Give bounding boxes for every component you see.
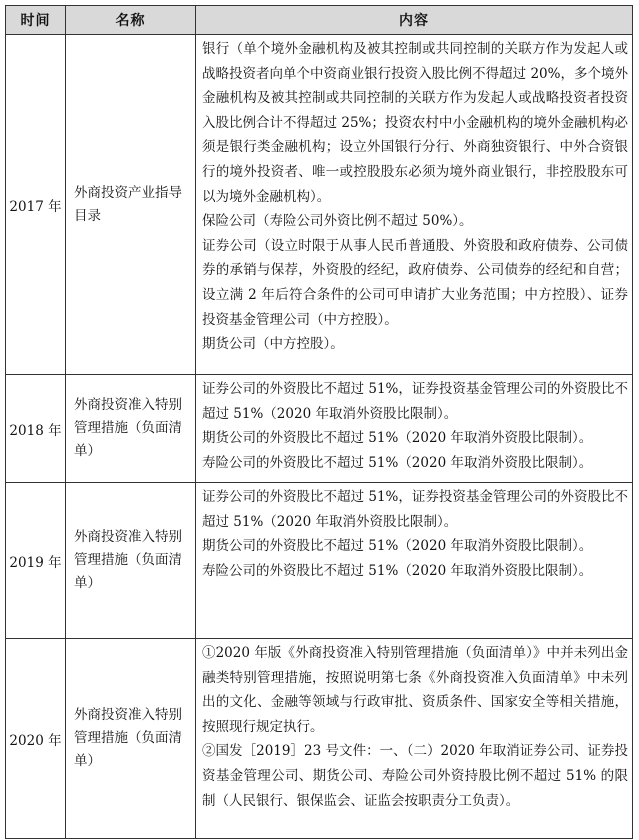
- content-paragraph: 证券公司（设立时限于从事人民币普通股、外资股和政府债券、公司债券的承销与保荐，外资股的经纪，政府债券、公司债券的经纪和自营；设立满 2 年后符合条件的公司可申请扩大业务范围；中方控股）、证券投资基金管理公司（中方控股）。: [202, 237, 628, 328]
- content-paragraph: 期货公司的外资股比不超过 51%（2020 年取消外资股比限制）。: [202, 430, 593, 447]
- table-header-row: [6, 6, 633, 35]
- header-name: 名称: [66, 6, 196, 35]
- content-paragraph: 寿险公司的外资股比不超过 51%（2020 年取消外资股比限制）。: [202, 454, 593, 471]
- row-content: [196, 483, 633, 639]
- row-year: 2018 年: [6, 375, 66, 483]
- table-row: [6, 483, 633, 639]
- row-year: 2019 年: [6, 483, 66, 639]
- table-row: [6, 639, 633, 839]
- content-paragraph: 期货公司的外资股比不超过 51%（2020 年取消外资股比限制）。: [202, 538, 593, 555]
- content-paragraph: ①2020 年版《外商投资准入特别管理措施（负面清单）》中并未列出金融类特别管理措施，按照说明第七条《外商投资准入负面清单》中未列出的文化、金融等领域与行政审批、资质条件、国家安全等相关措施，按照现行规定执行。: [202, 645, 628, 735]
- row-name: 外商投资准入特别管理措施（负面清单）: [66, 375, 196, 483]
- table-row: [6, 375, 633, 483]
- content-paragraph: 期货公司（中方控股）。: [202, 336, 344, 353]
- content-paragraph: 银行（单个境外金融机构及被其控制或共同控制的关联方作为发起人或战略投资者向单个中资商业银行投资入股比例不得超过 20%，多个境外金融机构及被其控制或共同控制的关联方作为发起人或战略投资者投资入股比例合计不得超过 25%；投资农村中小金融机构的境外金融机构必须是银行类金融机构；设立外国银行分行、外商独资银行、中外合资银行的境外投资者、唯一或控股股东必须为境外商业银行，非控股股东可以为境外金融机构）。: [202, 41, 628, 205]
- content-paragraph: ②国发［2019］23 号文件：一、（二）2020 年取消证券公司、证券投资基金管理公司、期货公司、寿险公司外资持股比例不超过 51% 的限制（人民银行、银保监会、证监会按职责分工负责）。: [202, 743, 628, 809]
- row-year: 2020 年: [6, 639, 66, 839]
- row-content: [196, 639, 633, 839]
- header-time: 时间: [6, 6, 66, 35]
- row-year: 2017 年: [6, 35, 66, 375]
- content-paragraph: 证券公司的外资股比不超过 51%，证券投资基金管理公司的外资股比不超过 51%（2020 年取消外资股比限制）。: [202, 381, 628, 422]
- row-name: 外商投资准入特别管理措施（负面清单）: [66, 483, 196, 639]
- content-paragraph: 寿险公司的外资股比不超过 51%（2020 年取消外资股比限制）。: [202, 562, 593, 579]
- row-name: 外商投资准入特别管理措施（负面清单）: [66, 639, 196, 839]
- content-paragraph: 保险公司（寿险公司外资比例不超过 50%）。: [202, 213, 473, 230]
- row-content: [196, 375, 633, 483]
- content-paragraph: 证券公司的外资股比不超过 51%，证券投资基金管理公司的外资股比不超过 51%（2020 年取消外资股比限制）。: [202, 489, 628, 530]
- table-row: [6, 35, 633, 375]
- row-content: [196, 35, 633, 375]
- row-name: 外商投资产业指导目录: [66, 35, 196, 375]
- regulation-table: [5, 5, 633, 839]
- header-content: 内容: [196, 6, 633, 35]
